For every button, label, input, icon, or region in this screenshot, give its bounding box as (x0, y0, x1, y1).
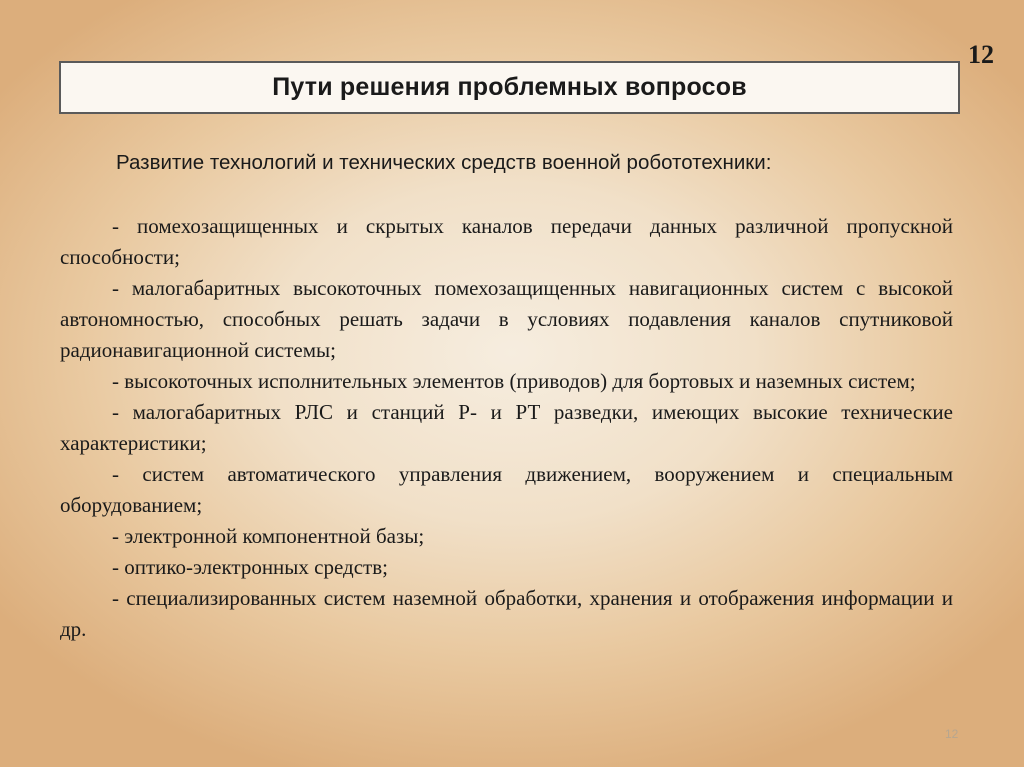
title-box (59, 61, 960, 114)
list-item: - электронной компонентной базы; (112, 524, 425, 548)
list-item: - систем автоматического управления движением, вооружением и специальным оборудованием; (60, 462, 953, 517)
list-item: - малогабаритных высокоточных помехозащищенных навигационных систем с высокой автономностью, способных решать задачи в условиях подавления каналов спутниковой радионавигационной системы; (60, 276, 953, 362)
list-item: - специализированных систем наземной обработки, хранения и отображения информации и др. (60, 586, 953, 641)
list-item: - помехозащищенных и скрытых каналов передачи данных различной пропускной способности; (60, 214, 953, 269)
slide-number: 12 (968, 40, 994, 69)
list-item: - оптико-электронных средств; (112, 555, 388, 579)
slide-title: Пути решения проблемных вопросов (272, 73, 747, 101)
list-item: - высокоточных исполнительных элементов (приводов) для бортовых и наземных систем; (112, 369, 916, 393)
intro-text: Развитие технологий и технических средств военной робототехники: (116, 151, 772, 174)
bullet-list (60, 211, 953, 645)
list-item: - малогабаритных РЛС и станций Р- и РТ разведки, имеющих высокие технические характеристики; (60, 400, 953, 455)
footer-slide-number: 12 (945, 727, 959, 741)
